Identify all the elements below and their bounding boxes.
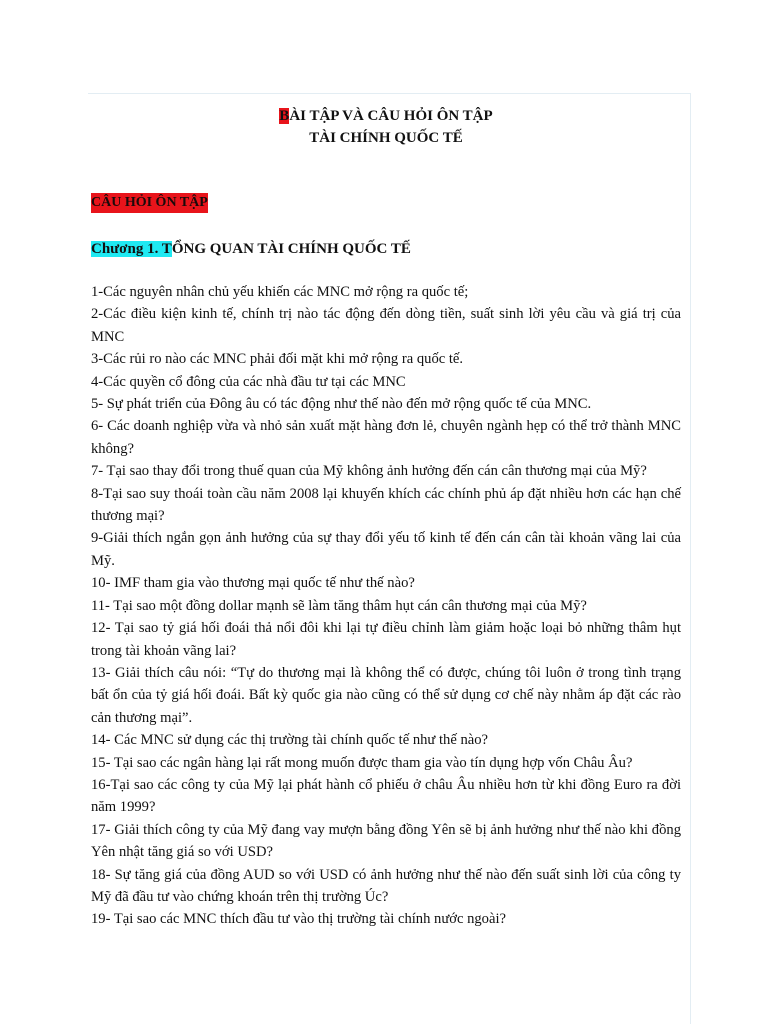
document-page [88, 93, 691, 1024]
question-list [91, 281, 681, 931]
document-title [91, 105, 681, 127]
question-item: 14- Các MNC sử dụng các thị trường tài chính quốc tế như thế nào? [91, 732, 489, 749]
question-item: 19- Tại sao các MNC thích đầu tư vào thị trường tài chính nước ngoài? [91, 911, 506, 928]
question-item: 10- IMF tham gia vào thương mại quốc tế như thế nào? [91, 575, 415, 592]
question-item: 4-Các quyền cổ đông của các nhà đầu tư tại các MNC [91, 373, 406, 390]
chapter-heading-highlight: Chương 1. T [91, 241, 172, 257]
question-item: 18- Sự tăng giá của đồng AUD so với USD có ảnh hưởng như thế nào đến suất sinh lời của công ty Mỹ đã đầu tư vào chứng khoán trên thị trường Úc? [91, 866, 681, 905]
question-item: 15- Tại sao các ngân hàng lại rất mong muốn được tham gia vào tín dụng hợp vốn Châu Âu? [91, 754, 633, 771]
question-item: 11- Tại sao một đồng dollar mạnh sẽ làm tăng thâm hụt cán cân thương mại của Mỹ? [91, 597, 587, 614]
question-item: 6- Các doanh nghiệp vừa và nhỏ sản xuất mặt hàng đơn lẻ, chuyên ngành hẹp có thể trở thành MNC không? [91, 418, 681, 457]
title-first-letter-highlight: B [279, 108, 290, 124]
section-heading: CÂU HỎI ÔN TẬP [91, 193, 208, 213]
question-item: 2-Các điều kiện kinh tế, chính trị nào tác động đến dòng tiền, suất sinh lời yêu cầu và giá trị của MNC [91, 306, 681, 345]
question-item: 5- Sự phát triển của Đông âu có tác động như thế nào đến mở rộng quốc tế của MNC. [91, 396, 592, 413]
question-item: 7- Tại sao thay đổi trong thuế quan của Mỹ không ảnh hưởng đến cán cân thương mại của Mỹ? [91, 463, 647, 480]
question-item: 3-Các rủi ro nào các MNC phải đối mặt khi mở rộng ra quốc tế. [91, 351, 464, 368]
question-item: 9-Giải thích ngắn gọn ảnh hưởng của sự thay đổi yếu tố kinh tế đến cán cân tài khoản vãng lai của Mỹ. [91, 530, 681, 569]
question-item: 1-Các nguyên nhân chủ yếu khiến các MNC mở rộng ra quốc tế; [91, 284, 469, 300]
question-item: 12- Tại sao tỷ giá hối đoái thả nổi đôi khi lại tự điều chỉnh làm giảm hoặc loại bỏ những thâm hụt trong tài khoản vãng lai? [91, 620, 681, 659]
question-item: 8-Tại sao suy thoái toàn cầu năm 2008 lại khuyến khích các chính phủ áp đặt nhiều hơn các hạn chế thương mại? [91, 485, 681, 525]
chapter-heading-text: ỔNG QUAN TÀI CHÍNH QUỐC TẾ [171, 241, 411, 257]
question-item: 16-Tại sao các công ty của Mỹ lại phát hành cổ phiếu ở châu Âu nhiều hơn từ khi đồng Euro ra đời năm 1999? [91, 776, 681, 816]
question-item: 17- Giải thích công ty của Mỹ đang vay mượn bằng đồng Yên sẽ bị ảnh hưởng như thế nào khi đồng Yên nhật tăng giá so với USD? [91, 821, 681, 861]
document-subtitle: TÀI CHÍNH QUỐC TẾ [309, 130, 463, 146]
title-text: ÀI TẬP VÀ CÂU HỎI ÔN TẬP [289, 108, 493, 124]
chapter-heading [91, 238, 411, 260]
question-item: 13- Giải thích câu nói: “Tự do thương mại là không thể có được, chúng tôi luôn ở trong tình trạng bất ổn của tỷ giá hối đoái. Bất kỳ quốc gia nào cũng có thể sử dụng cơ chế này nhằm áp đặt các rào cản thương mại”. [91, 664, 681, 726]
